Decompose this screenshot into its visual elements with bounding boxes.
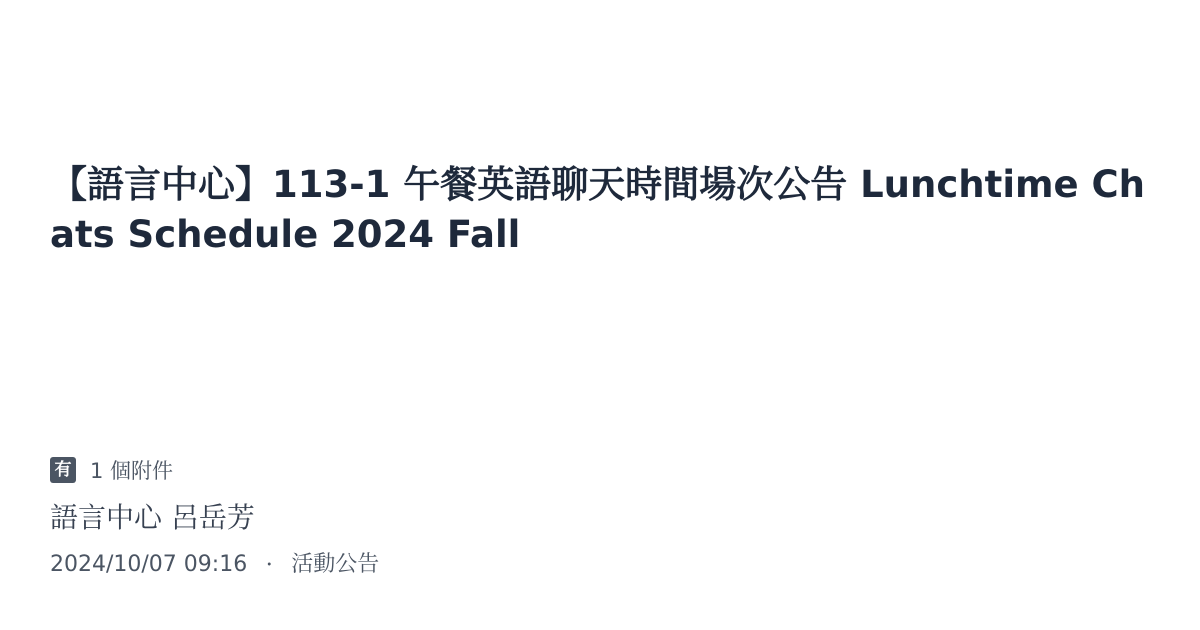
attachment-icon: 有 <box>50 457 76 483</box>
attachment-count: 1 個附件 <box>90 459 174 483</box>
post-meta <box>50 452 1150 580</box>
post-info-row <box>50 550 1150 580</box>
post-category[interactable]: 活動公告 <box>291 552 380 577</box>
author-name: 語言中心 呂岳芳 <box>50 501 255 534</box>
separator-dot: ・ <box>261 555 278 574</box>
page-title: 【語言中心】113-1 午餐英語聊天時間場次公告 Lunchtime Chats Schedule 2024 Fall <box>50 163 1146 256</box>
attachment-row[interactable] <box>50 452 1150 488</box>
post-date: 2024/10/07 09:16 <box>50 552 248 577</box>
